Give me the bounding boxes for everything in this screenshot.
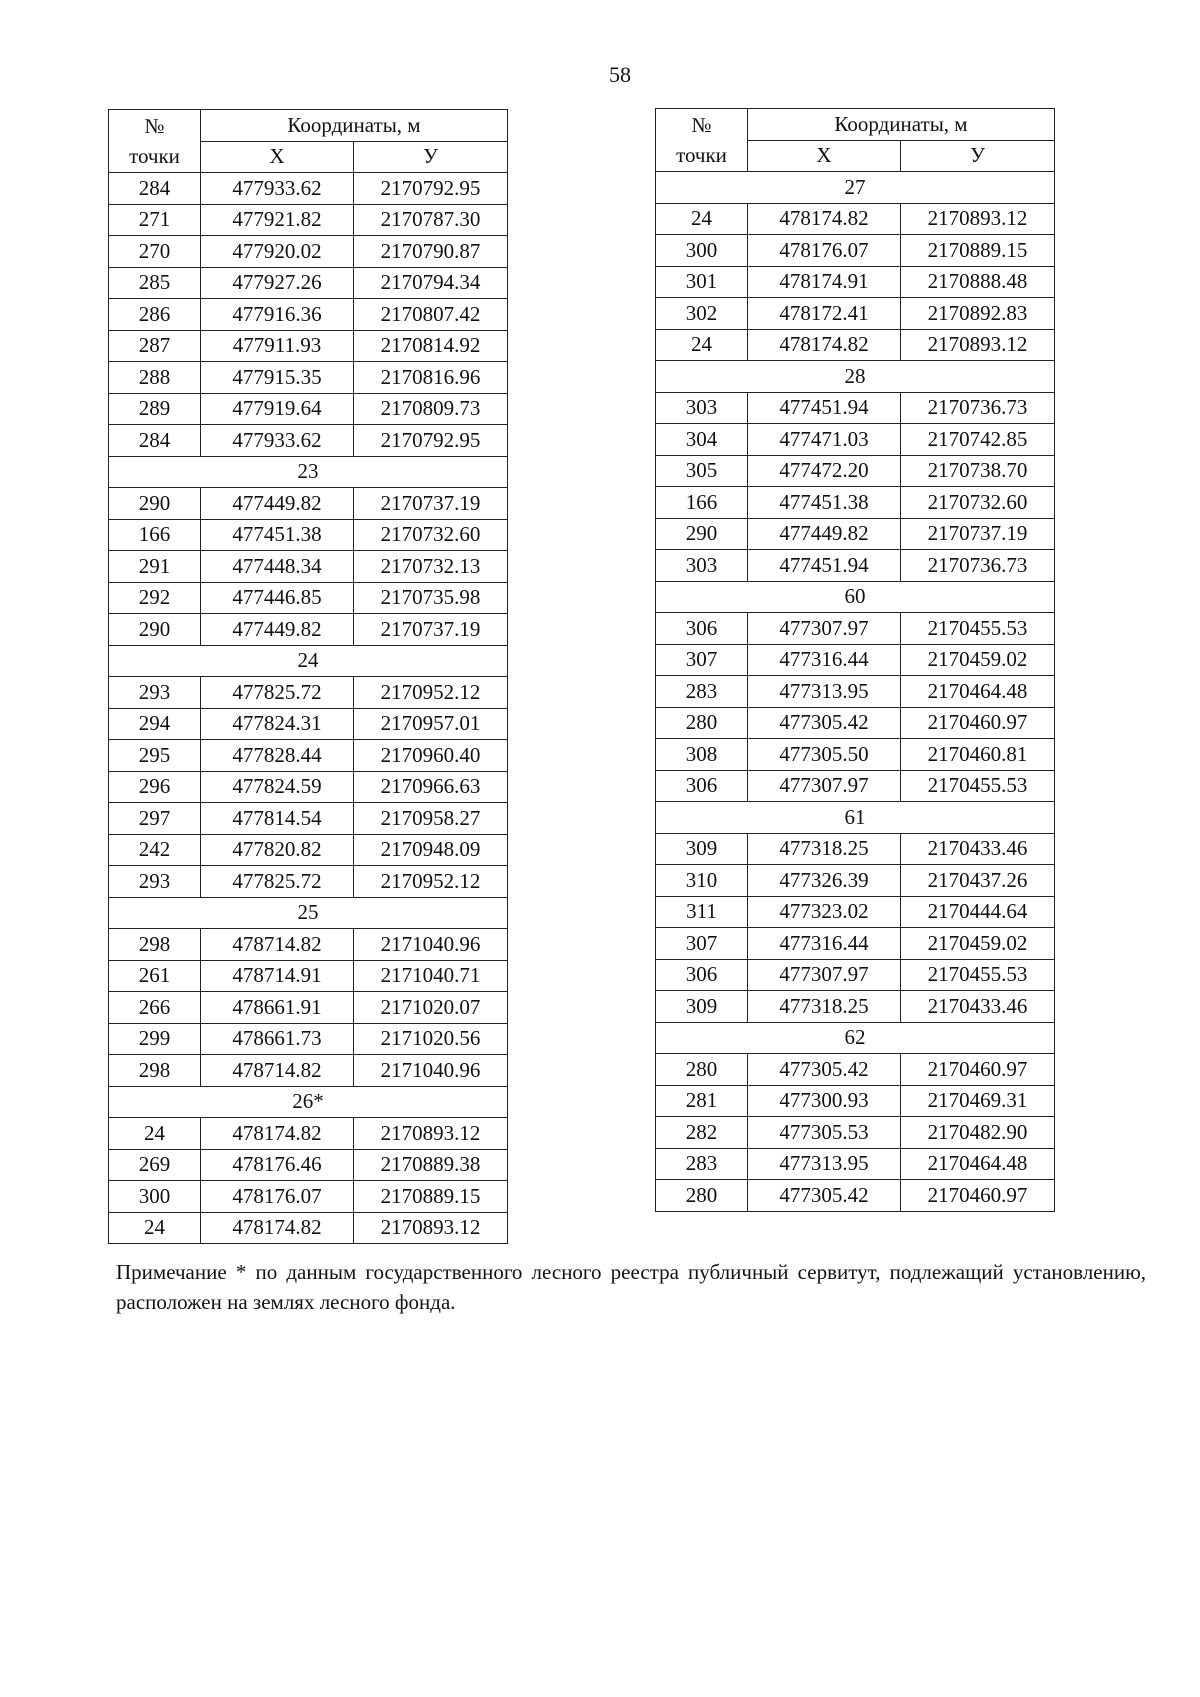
point-number-header	[109, 110, 201, 173]
table-row	[656, 203, 1055, 235]
point-number-cell: 283	[656, 1148, 748, 1180]
footnote	[116, 1257, 1146, 1318]
section-number: 26*	[109, 1086, 508, 1118]
y-coordinate-cell: 2170433.46	[901, 833, 1055, 865]
table-row	[109, 1181, 508, 1213]
y-coordinate-cell: 2170464.48	[901, 1148, 1055, 1180]
point-number-cell: 280	[656, 707, 748, 739]
y-coordinate-cell: 2171040.71	[354, 960, 508, 992]
y-coordinate-cell: 2170437.26	[901, 865, 1055, 897]
x-coordinate-cell: 477814.54	[201, 803, 354, 835]
table-row	[109, 1212, 508, 1244]
x-coordinate-cell: 478174.82	[748, 203, 901, 235]
x-coordinate-cell: 477305.50	[748, 739, 901, 771]
y-coordinate-cell: 2170732.60	[901, 487, 1055, 519]
x-coordinate-cell: 477313.95	[748, 676, 901, 708]
y-coordinate-cell: 2170732.60	[354, 519, 508, 551]
point-number-cell: 307	[656, 928, 748, 960]
table-row	[656, 707, 1055, 739]
x-coordinate-cell: 477316.44	[748, 928, 901, 960]
y-coordinate-cell: 2170455.53	[901, 959, 1055, 991]
number-sign: №	[691, 112, 712, 137]
y-coordinate-cell: 2170893.12	[901, 329, 1055, 361]
x-coordinate-cell: 477305.53	[748, 1117, 901, 1149]
x-coordinate-cell: 478714.82	[201, 1055, 354, 1087]
x-coordinate-cell: 477451.94	[748, 392, 901, 424]
point-number-cell: 311	[656, 896, 748, 928]
table-row	[656, 896, 1055, 928]
point-number-cell: 297	[109, 803, 201, 835]
point-number-cell: 310	[656, 865, 748, 897]
table-row	[109, 204, 508, 236]
x-coordinate-cell: 478176.07	[748, 235, 901, 267]
y-coordinate-cell: 2170807.42	[354, 299, 508, 331]
section-row	[109, 897, 508, 929]
point-number-cell: 308	[656, 739, 748, 771]
x-coordinate-cell: 478174.91	[748, 266, 901, 298]
point-number-cell: 298	[109, 929, 201, 961]
y-coordinate-cell: 2170455.53	[901, 613, 1055, 645]
y-coordinate-cell: 2170735.98	[354, 582, 508, 614]
x-coordinate-cell: 477820.82	[201, 834, 354, 866]
y-coordinate-cell: 2170957.01	[354, 708, 508, 740]
x-header: X	[201, 141, 354, 173]
point-number-header	[656, 109, 748, 172]
x-coordinate-cell: 477307.97	[748, 959, 901, 991]
x-coordinate-cell: 477323.02	[748, 896, 901, 928]
y-coordinate-cell: 2170737.19	[354, 614, 508, 646]
y-coordinate-cell: 2170464.48	[901, 676, 1055, 708]
y-coordinate-cell: 2171040.96	[354, 929, 508, 961]
section-row	[656, 802, 1055, 834]
table-row	[109, 519, 508, 551]
table-row	[656, 959, 1055, 991]
point-number-cell: 293	[109, 677, 201, 709]
x-coordinate-cell: 477825.72	[201, 866, 354, 898]
x-coordinate-cell: 477824.31	[201, 708, 354, 740]
x-coordinate-cell: 478714.82	[201, 929, 354, 961]
point-number-cell: 284	[109, 173, 201, 205]
x-coordinate-cell: 477472.20	[748, 455, 901, 487]
x-coordinate-cell: 477451.94	[748, 550, 901, 582]
table-row	[656, 1054, 1055, 1086]
section-number: 60	[656, 581, 1055, 613]
point-number-cell: 309	[656, 991, 748, 1023]
y-header: У	[354, 141, 508, 173]
x-coordinate-cell: 477305.42	[748, 1180, 901, 1212]
point-number-cell: 166	[109, 519, 201, 551]
x-coordinate-cell: 477307.97	[748, 770, 901, 802]
point-number-cell: 24	[656, 329, 748, 361]
y-coordinate-cell: 2170460.97	[901, 1180, 1055, 1212]
x-coordinate-cell: 477920.02	[201, 236, 354, 268]
table-row	[109, 299, 508, 331]
x-coordinate-cell: 477828.44	[201, 740, 354, 772]
coordinates-table-left	[108, 109, 508, 1244]
table-row	[656, 770, 1055, 802]
y-header: У	[901, 140, 1055, 172]
y-coordinate-cell: 2170787.30	[354, 204, 508, 236]
y-coordinate-cell: 2170482.90	[901, 1117, 1055, 1149]
point-number-cell: 305	[656, 455, 748, 487]
point-number-cell: 290	[109, 614, 201, 646]
point-number-cell: 296	[109, 771, 201, 803]
y-coordinate-cell: 2170732.13	[354, 551, 508, 583]
point-number-cell: 271	[109, 204, 201, 236]
y-coordinate-cell: 2170889.15	[354, 1181, 508, 1213]
table-row	[656, 1180, 1055, 1212]
point-number-cell: 288	[109, 362, 201, 394]
y-coordinate-cell: 2170738.70	[901, 455, 1055, 487]
x-coordinate-cell: 477300.93	[748, 1085, 901, 1117]
point-number-cell: 280	[656, 1180, 748, 1212]
point-label: точки	[676, 143, 727, 167]
table-row	[656, 676, 1055, 708]
table-row	[109, 992, 508, 1024]
point-number-cell: 24	[656, 203, 748, 235]
y-coordinate-cell: 2170455.53	[901, 770, 1055, 802]
x-coordinate-cell: 477927.26	[201, 267, 354, 299]
section-row	[656, 361, 1055, 393]
x-coordinate-cell: 477307.97	[748, 613, 901, 645]
x-coordinate-cell: 477919.64	[201, 393, 354, 425]
table-row	[656, 613, 1055, 645]
x-coordinate-cell: 477449.82	[201, 614, 354, 646]
table-row	[656, 518, 1055, 550]
point-number-cell: 307	[656, 644, 748, 676]
point-number-cell: 304	[656, 424, 748, 456]
point-number-cell: 301	[656, 266, 748, 298]
x-coordinate-cell: 477446.85	[201, 582, 354, 614]
table-row	[109, 834, 508, 866]
point-number-cell: 292	[109, 582, 201, 614]
x-coordinate-cell: 478172.41	[748, 298, 901, 330]
table-row	[656, 1148, 1055, 1180]
y-coordinate-cell: 2171020.56	[354, 1023, 508, 1055]
x-coordinate-cell: 478714.91	[201, 960, 354, 992]
y-coordinate-cell: 2170736.73	[901, 392, 1055, 424]
y-coordinate-cell: 2171040.96	[354, 1055, 508, 1087]
x-coordinate-cell: 477326.39	[748, 865, 901, 897]
y-coordinate-cell: 2170460.81	[901, 739, 1055, 771]
table-row	[109, 488, 508, 520]
point-number-cell: 295	[109, 740, 201, 772]
table-row	[109, 771, 508, 803]
point-number-cell: 306	[656, 959, 748, 991]
y-coordinate-cell: 2170790.87	[354, 236, 508, 268]
y-coordinate-cell: 2170433.46	[901, 991, 1055, 1023]
section-number: 24	[109, 645, 508, 677]
y-coordinate-cell: 2171020.07	[354, 992, 508, 1024]
section-number: 25	[109, 897, 508, 929]
point-number-cell: 166	[656, 487, 748, 519]
point-number-cell: 269	[109, 1149, 201, 1181]
section-row	[109, 1086, 508, 1118]
point-number-cell: 261	[109, 960, 201, 992]
x-coordinate-cell: 478661.91	[201, 992, 354, 1024]
x-coordinate-cell: 477305.42	[748, 1054, 901, 1086]
x-coordinate-cell: 478176.07	[201, 1181, 354, 1213]
table-row	[109, 708, 508, 740]
point-number-cell: 306	[656, 613, 748, 645]
section-number: 27	[656, 172, 1055, 204]
section-row	[109, 456, 508, 488]
y-coordinate-cell: 2170469.31	[901, 1085, 1055, 1117]
point-number-cell: 291	[109, 551, 201, 583]
x-coordinate-cell: 477933.62	[201, 173, 354, 205]
coordinates-header: Координаты, м	[748, 109, 1055, 141]
y-coordinate-cell: 2170889.15	[901, 235, 1055, 267]
point-number-cell: 24	[109, 1118, 201, 1150]
section-number: 28	[656, 361, 1055, 393]
x-coordinate-cell: 477318.25	[748, 991, 901, 1023]
point-number-cell: 290	[109, 488, 201, 520]
point-number-cell: 266	[109, 992, 201, 1024]
y-coordinate-cell: 2170736.73	[901, 550, 1055, 582]
point-number-cell: 290	[656, 518, 748, 550]
y-coordinate-cell: 2170809.73	[354, 393, 508, 425]
coordinates-header: Координаты, м	[201, 110, 508, 142]
x-header: X	[748, 140, 901, 172]
table-row	[109, 267, 508, 299]
y-coordinate-cell: 2170893.12	[354, 1212, 508, 1244]
y-coordinate-cell: 2170460.97	[901, 707, 1055, 739]
point-number-cell: 309	[656, 833, 748, 865]
table-row	[656, 487, 1055, 519]
table-row	[109, 1118, 508, 1150]
table-row	[656, 329, 1055, 361]
coordinates-table-right	[655, 108, 1055, 1212]
section-row	[656, 172, 1055, 204]
x-coordinate-cell: 477825.72	[201, 677, 354, 709]
table-row	[656, 928, 1055, 960]
x-coordinate-cell: 477318.25	[748, 833, 901, 865]
table-row	[109, 614, 508, 646]
y-coordinate-cell: 2170742.85	[901, 424, 1055, 456]
x-coordinate-cell: 477451.38	[201, 519, 354, 551]
x-coordinate-cell: 477921.82	[201, 204, 354, 236]
x-coordinate-cell: 478661.73	[201, 1023, 354, 1055]
point-number-cell: 289	[109, 393, 201, 425]
x-coordinate-cell: 477915.35	[201, 362, 354, 394]
point-number-cell: 303	[656, 392, 748, 424]
y-coordinate-cell: 2170892.83	[901, 298, 1055, 330]
point-number-cell: 300	[656, 235, 748, 267]
table-row	[656, 266, 1055, 298]
point-number-cell: 285	[109, 267, 201, 299]
x-coordinate-cell: 477316.44	[748, 644, 901, 676]
table-row	[656, 1085, 1055, 1117]
table-row	[109, 393, 508, 425]
table-row	[109, 362, 508, 394]
x-coordinate-cell: 477449.82	[748, 518, 901, 550]
y-coordinate-cell: 2170737.19	[354, 488, 508, 520]
point-number-cell: 303	[656, 550, 748, 582]
y-coordinate-cell: 2170459.02	[901, 928, 1055, 960]
table-row	[656, 235, 1055, 267]
y-coordinate-cell: 2170794.34	[354, 267, 508, 299]
section-row	[656, 1022, 1055, 1054]
point-number-cell: 299	[109, 1023, 201, 1055]
footnote-text: по данным государственного лесного реестра публичный сервитут, подлежащий установлению, расположен на землях лесного фонда.	[116, 1260, 1147, 1315]
table-row	[109, 866, 508, 898]
y-coordinate-cell: 2170792.95	[354, 425, 508, 457]
point-number-cell: 286	[109, 299, 201, 331]
table-row	[656, 991, 1055, 1023]
page-number: 58	[609, 62, 631, 87]
y-coordinate-cell: 2170460.97	[901, 1054, 1055, 1086]
table-row	[656, 298, 1055, 330]
y-coordinate-cell: 2170889.38	[354, 1149, 508, 1181]
x-coordinate-cell: 477933.62	[201, 425, 354, 457]
x-coordinate-cell: 477451.38	[748, 487, 901, 519]
y-coordinate-cell: 2170948.09	[354, 834, 508, 866]
section-row	[109, 645, 508, 677]
y-coordinate-cell: 2170893.12	[354, 1118, 508, 1150]
table-row	[109, 1149, 508, 1181]
table-row	[656, 550, 1055, 582]
table-row	[656, 1117, 1055, 1149]
table-row	[109, 582, 508, 614]
point-number-cell: 298	[109, 1055, 201, 1087]
point-number-cell: 293	[109, 866, 201, 898]
point-number-cell: 281	[656, 1085, 748, 1117]
table-row	[109, 803, 508, 835]
point-number-cell: 306	[656, 770, 748, 802]
section-row	[656, 581, 1055, 613]
point-number-cell: 284	[109, 425, 201, 457]
y-coordinate-cell: 2170893.12	[901, 203, 1055, 235]
point-number-cell: 294	[109, 708, 201, 740]
table-row	[109, 960, 508, 992]
y-coordinate-cell: 2170737.19	[901, 518, 1055, 550]
table-row	[109, 425, 508, 457]
table-row	[656, 739, 1055, 771]
table-row	[109, 551, 508, 583]
point-number-cell: 287	[109, 330, 201, 362]
section-number: 62	[656, 1022, 1055, 1054]
table-row	[109, 173, 508, 205]
table-row	[109, 740, 508, 772]
table-row	[656, 392, 1055, 424]
x-coordinate-cell: 477448.34	[201, 551, 354, 583]
table-row	[109, 330, 508, 362]
x-coordinate-cell: 478174.82	[201, 1212, 354, 1244]
x-coordinate-cell: 477305.42	[748, 707, 901, 739]
y-coordinate-cell: 2170958.27	[354, 803, 508, 835]
section-number: 23	[109, 456, 508, 488]
y-coordinate-cell: 2170444.64	[901, 896, 1055, 928]
y-coordinate-cell: 2170814.92	[354, 330, 508, 362]
table-row	[109, 929, 508, 961]
y-coordinate-cell: 2170960.40	[354, 740, 508, 772]
x-coordinate-cell: 478176.46	[201, 1149, 354, 1181]
y-coordinate-cell: 2170459.02	[901, 644, 1055, 676]
x-coordinate-cell: 477911.93	[201, 330, 354, 362]
footnote-label: Примечание *	[116, 1260, 247, 1284]
number-sign: №	[144, 113, 165, 138]
table-row	[656, 455, 1055, 487]
point-number-cell: 280	[656, 1054, 748, 1086]
y-coordinate-cell: 2170792.95	[354, 173, 508, 205]
y-coordinate-cell: 2170816.96	[354, 362, 508, 394]
point-number-cell: 283	[656, 676, 748, 708]
table-row	[656, 644, 1055, 676]
table-row	[109, 1055, 508, 1087]
y-coordinate-cell: 2170888.48	[901, 266, 1055, 298]
x-coordinate-cell: 478174.82	[201, 1118, 354, 1150]
y-coordinate-cell: 2170952.12	[354, 677, 508, 709]
x-coordinate-cell: 477824.59	[201, 771, 354, 803]
point-number-cell: 282	[656, 1117, 748, 1149]
y-coordinate-cell: 2170966.63	[354, 771, 508, 803]
x-coordinate-cell: 477313.95	[748, 1148, 901, 1180]
point-number-cell: 300	[109, 1181, 201, 1213]
point-number-cell: 302	[656, 298, 748, 330]
point-number-cell: 270	[109, 236, 201, 268]
point-label: точки	[129, 144, 180, 168]
section-number: 61	[656, 802, 1055, 834]
x-coordinate-cell: 477916.36	[201, 299, 354, 331]
point-number-cell: 24	[109, 1212, 201, 1244]
x-coordinate-cell: 477449.82	[201, 488, 354, 520]
table-row	[109, 1023, 508, 1055]
table-row	[109, 677, 508, 709]
table-row	[109, 236, 508, 268]
x-coordinate-cell: 477471.03	[748, 424, 901, 456]
table-row	[656, 865, 1055, 897]
y-coordinate-cell: 2170952.12	[354, 866, 508, 898]
table-row	[656, 833, 1055, 865]
table-row	[656, 424, 1055, 456]
x-coordinate-cell: 478174.82	[748, 329, 901, 361]
point-number-cell: 242	[109, 834, 201, 866]
